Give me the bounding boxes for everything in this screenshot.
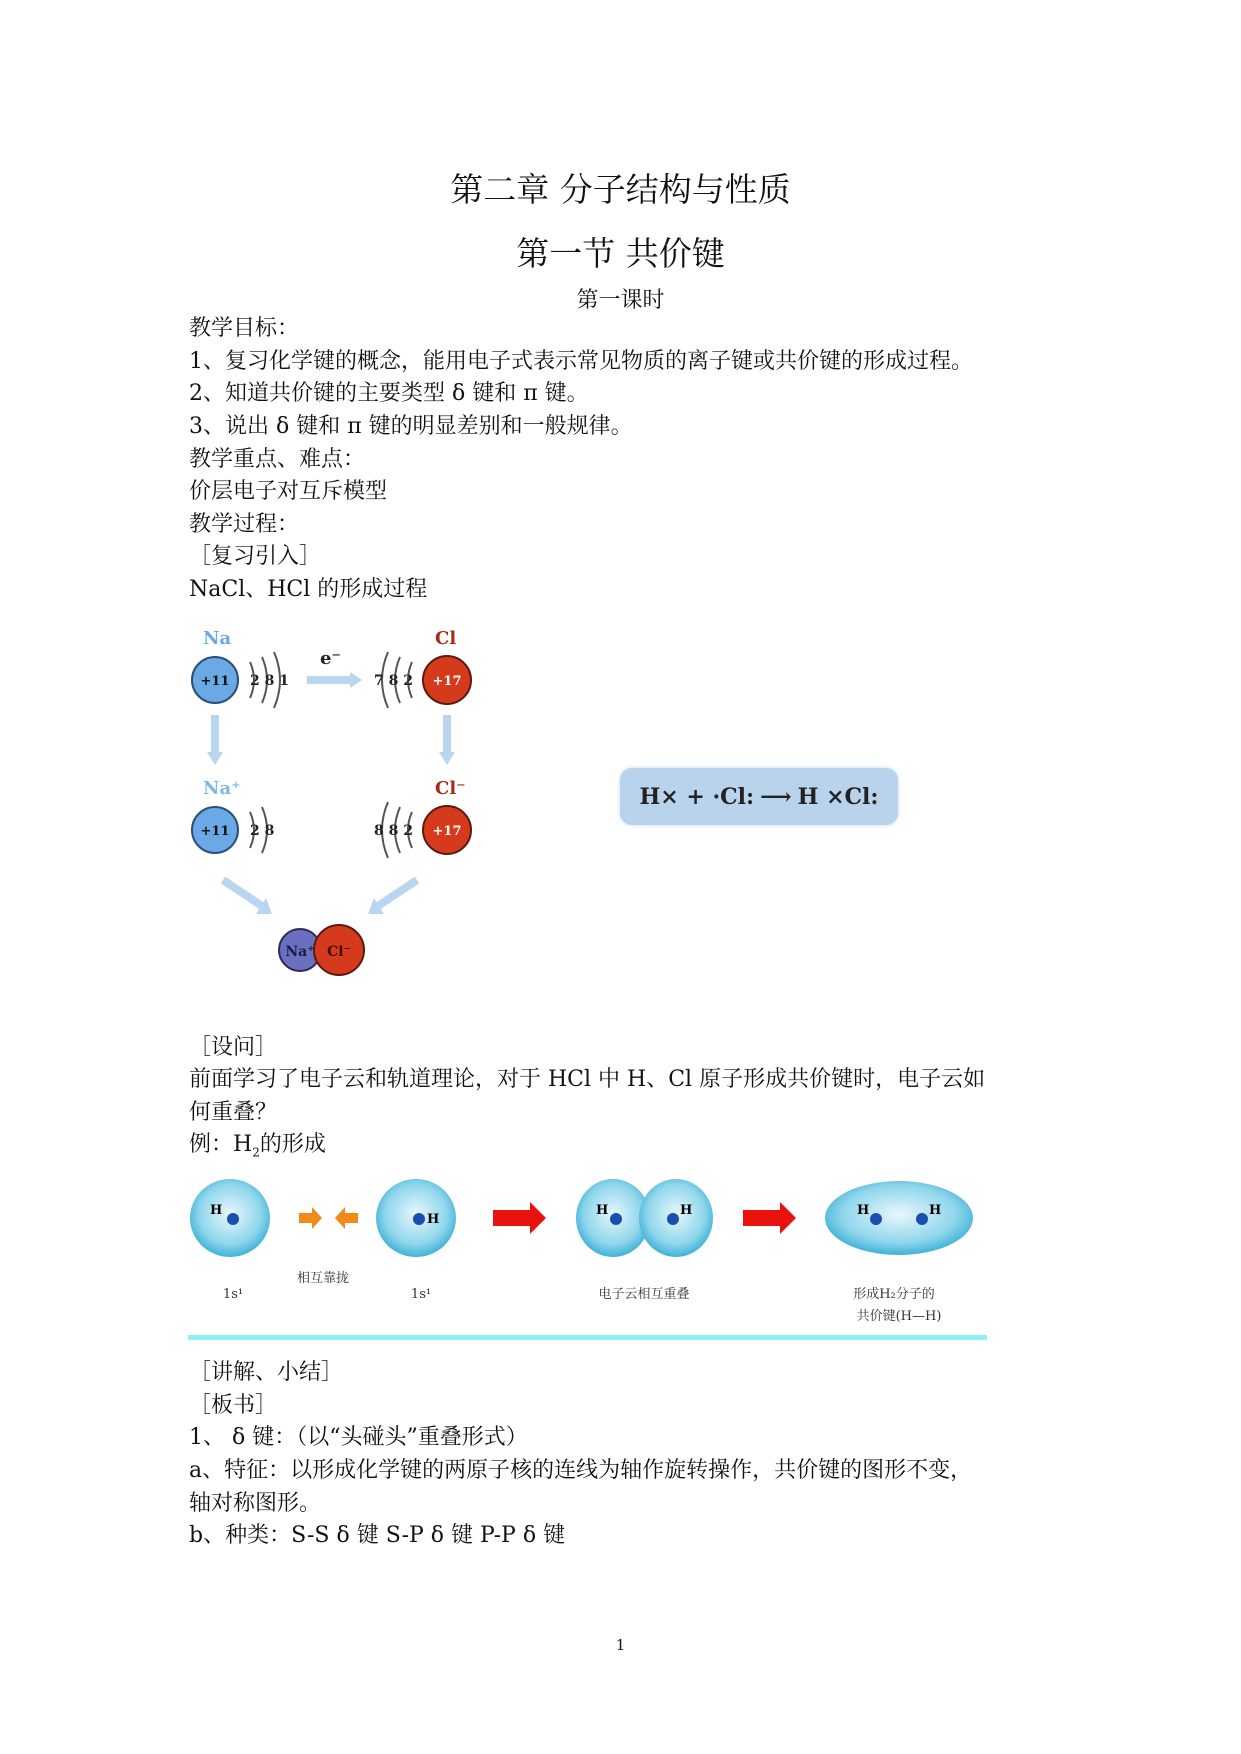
review-text: NaCl、HCl 的形成过程 <box>189 577 428 602</box>
cl-label: Cl <box>435 628 457 649</box>
hcl-formation-box <box>620 768 898 825</box>
pair-cl-label: Cl⁻ <box>327 944 351 960</box>
cl-ion <box>374 778 471 858</box>
electron-label: e⁻ <box>320 648 341 669</box>
summary-item: 1、 δ 键：（以“头碰头”重叠形式） <box>189 1425 528 1450</box>
objectives-heading: 教学目标： <box>189 316 300 341</box>
arrow-diagonal-icon <box>378 880 417 906</box>
question-line: 何重叠？ <box>189 1100 278 1125</box>
cl-shells: 7 8 2 <box>374 673 413 689</box>
na-ion-label: Na⁺ <box>203 778 241 799</box>
h-nucleus <box>870 1213 882 1225</box>
objective-item: 3、说出 δ 键和 π 键的明显差别和一般规律。 <box>189 414 633 439</box>
h-nucleus <box>916 1213 928 1225</box>
figure-divider <box>188 1335 987 1340</box>
arrow-right-icon <box>493 1202 546 1234</box>
label-overlap: 电子云相互重叠 <box>598 1287 690 1302</box>
arrow-diagonal-icon <box>223 880 262 906</box>
lesson-label: 第一课时 <box>576 288 665 313</box>
key-points-heading: 教学重点、难点： <box>189 447 366 472</box>
question-tag: ［设问］ <box>189 1035 278 1060</box>
summary-item: b、种类：S-S δ 键 S-P δ 键 P-P δ 键 <box>189 1523 566 1548</box>
na-ion <box>192 778 274 853</box>
label-result: 形成H₂分子的 <box>853 1287 935 1302</box>
arrow-left-icon <box>335 1207 358 1229</box>
h-nucleus <box>413 1213 425 1225</box>
arrow-right-icon <box>743 1202 796 1234</box>
arrow-right-icon: ⟶ <box>760 783 792 810</box>
label-approach: 相互靠拢 <box>296 1271 350 1286</box>
summary-item: 轴对称图形。 <box>189 1491 322 1516</box>
nacl-formation-figure <box>180 600 500 1000</box>
hcl-reactants: H× + ·Cl: <box>639 783 755 810</box>
na-atom <box>192 628 289 708</box>
h-label: H <box>596 1203 609 1218</box>
h2-formation-figure <box>180 1160 1000 1350</box>
arrow-right-icon <box>299 1207 322 1229</box>
objective-item: 2、知道共价键的主要类型 δ 键和 π 键。 <box>189 381 589 406</box>
label-result: 共价键(H—H) <box>856 1309 942 1324</box>
cl-ion-charge: +17 <box>432 824 462 839</box>
cl-charge: +17 <box>432 674 462 689</box>
board-tag: ［板书］ <box>189 1393 278 1418</box>
na-ion-shells: 2 8 <box>250 823 275 839</box>
h-label: H <box>210 1203 223 1218</box>
arrow-head <box>350 672 362 688</box>
cl-atom <box>374 628 471 708</box>
example-prefix: 例：H <box>189 1132 253 1157</box>
label-1s: 1s¹ <box>222 1287 244 1302</box>
section-title: 第一节 共价键 <box>516 234 725 273</box>
example-suffix: 的形成 <box>259 1132 326 1157</box>
review-tag: ［复习引入］ <box>189 544 322 569</box>
question-line: 前面学习了电子云和轨道理论，对于 HCl 中 H、Cl 原子形成共价键时，电子云如 <box>189 1067 986 1092</box>
na-label: Na <box>203 628 232 649</box>
key-points-text: 价层电子对互斥模型 <box>189 479 388 504</box>
process-heading: 教学过程： <box>189 512 300 537</box>
h-label: H <box>929 1203 942 1218</box>
arrow-head <box>207 752 223 765</box>
h-nucleus <box>667 1213 679 1225</box>
summary-tag: ［讲解、小结］ <box>189 1360 344 1385</box>
h2-molecule-cloud <box>825 1181 973 1255</box>
summary-item: a、特征：以形成化学键的两原子核的连线为轴作旋转操作，共价键的图形不变， <box>189 1458 973 1483</box>
h-label: H <box>680 1203 693 1218</box>
label-1s: 1s¹ <box>410 1287 432 1302</box>
pair-na-label: Na⁺ <box>285 944 315 960</box>
page-number: 1 <box>615 1636 626 1654</box>
hcl-product: H ×Cl: <box>797 783 879 810</box>
cl-ion-shells: 8 8 2 <box>374 823 413 839</box>
na-ion-charge: +11 <box>200 824 230 839</box>
cl-ion-label: Cl⁻ <box>435 778 466 799</box>
chapter-title: 第二章 分子结构与性质 <box>450 170 791 209</box>
h-label: H <box>427 1212 440 1227</box>
h-nucleus <box>610 1213 622 1225</box>
na-charge: +11 <box>200 674 230 689</box>
arrow-head <box>439 752 455 765</box>
objective-item: 1、复习化学键的概念，能用电子式表示常见物质的离子键或共价键的形成过程。 <box>189 349 973 374</box>
h-nucleus <box>227 1213 239 1225</box>
h-label: H <box>857 1203 870 1218</box>
na-shells: 2 8 1 <box>250 673 289 689</box>
example-subscript: 2 <box>252 1145 260 1160</box>
